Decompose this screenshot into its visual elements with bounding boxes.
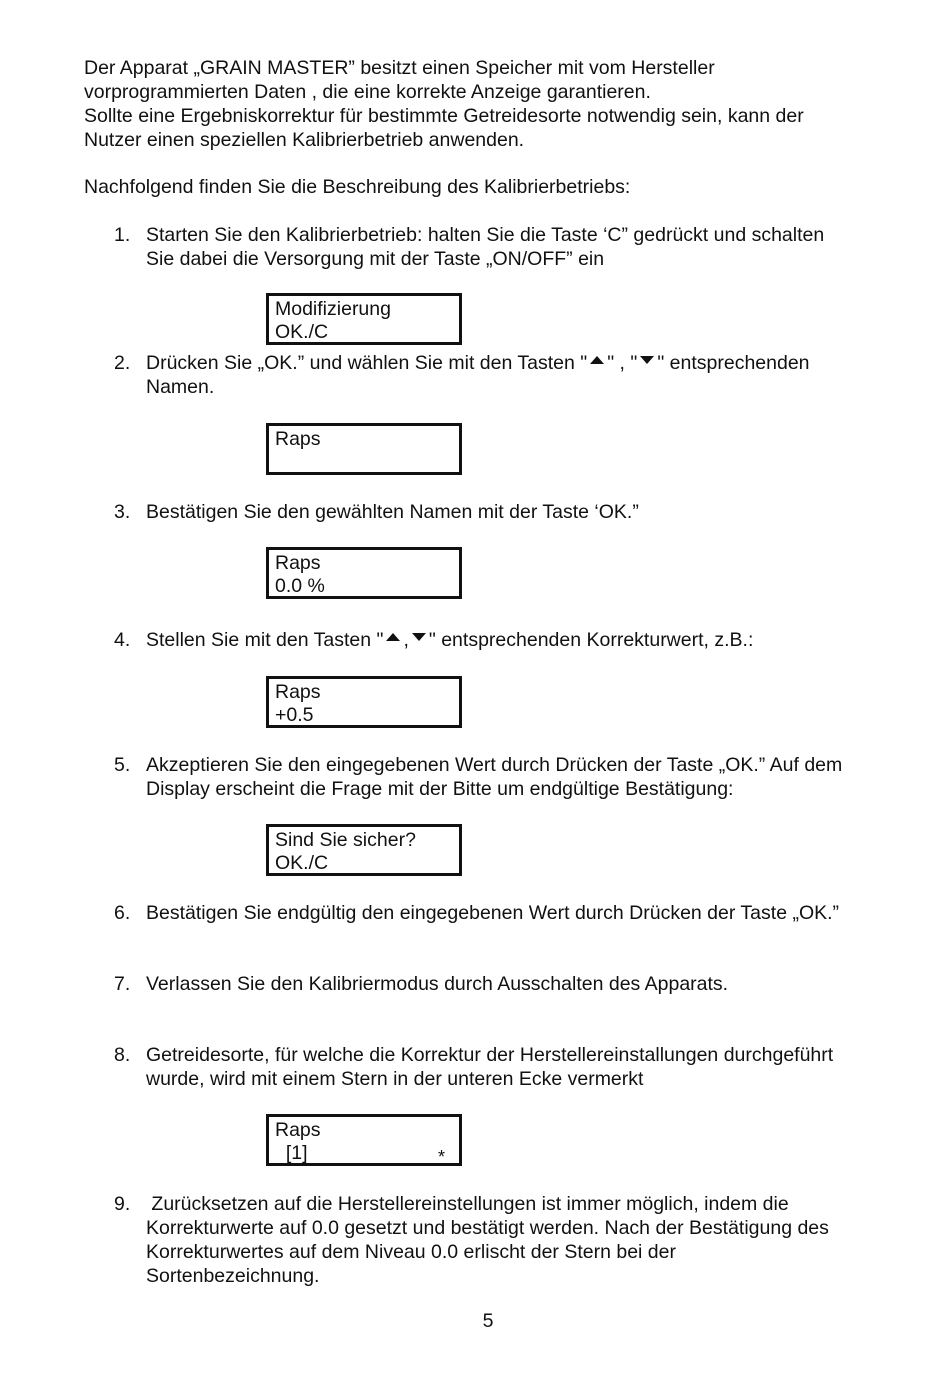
arrow-down-icon xyxy=(640,356,654,364)
lcd-line-2: OK./C xyxy=(275,852,329,874)
lcd-display-correction xyxy=(266,676,462,728)
step-text: Bestätigen Sie den gewählten Namen mit der Taste ‘OK.” xyxy=(146,501,639,523)
intro-line: vorprogrammierten Daten , die eine korrekte Anzeige garantieren. xyxy=(84,81,651,103)
step-text: Starten Sie den Kalibrierbetrieb: halten Sie die Taste ‘C” gedrückt und schalten Sie dabei die Versorgung mit der Taste „ON/OFF” ein xyxy=(146,224,825,270)
arrow-up-icon xyxy=(590,356,604,364)
step-number: 3. xyxy=(114,501,131,523)
lcd-line-1: Raps xyxy=(275,552,321,574)
step-text: Drücken Sie „OK.” und wählen Sie mit den Tasten " " , " " entsprechenden Namen. xyxy=(146,352,810,398)
lcd-line-2: 0.0 % xyxy=(275,575,325,597)
lcd-line-1: Raps xyxy=(275,681,321,703)
arrow-down-icon xyxy=(412,633,426,641)
lcd-display-marked xyxy=(266,1114,462,1166)
lcd-line-2: +0.5 xyxy=(275,704,314,726)
step-8 xyxy=(0,1043,950,1091)
step-number: 6. xyxy=(114,902,131,924)
step-6 xyxy=(0,901,950,925)
lcd-line-1: Modifizierung xyxy=(275,298,391,320)
step-7 xyxy=(0,972,950,996)
lcd-line-2: [1] xyxy=(275,1142,308,1164)
step-text: Getreidesorte, für welche die Korrektur der Herstellereinstallungen durchgeführt wurde, wird mit einem Stern in der unteren Ecke vermerkt xyxy=(146,1044,834,1090)
intro-line: Sollte eine Ergebniskorrektur für bestimmte Getreidesorte notwendig sein, kann der xyxy=(84,105,804,127)
step-2 xyxy=(0,351,950,399)
step-5 xyxy=(0,753,950,801)
intro-line: Der Apparat „GRAIN MASTER” besitzt einen Speicher mit vom Hersteller xyxy=(84,57,715,79)
arrow-up-icon xyxy=(386,633,400,641)
step-1 xyxy=(0,223,950,271)
step-text: Stellen Sie mit den Tasten " , " entsprechenden Korrekturwert, z.B.: xyxy=(146,629,754,651)
lcd-line-1: Sind Sie sicher? xyxy=(275,829,416,851)
star-marker: * xyxy=(437,1147,445,1167)
step-text: Akzeptieren Sie den eingegebenen Wert durch Drücken der Taste „OK.” Auf dem Display erscheint die Frage mit der Bitte um endgültige Bestätigung: xyxy=(146,754,843,800)
lcd-display-modification xyxy=(266,293,462,345)
intro-line: Nutzer einen speziellen Kalibrierbetrieb anwenden. xyxy=(84,129,525,151)
step-text: Zurücksetzen auf die Herstellereinstellungen ist immer möglich, indem die Korrekturwerte auf 0.0 gesetzt und bestätigt werden. Nach der Bestätigung des Korrekturwertes auf dem Niveau 0.0 erlischt der Stern bei der Sortenbezeichnung. xyxy=(146,1193,829,1287)
step-number: 9. xyxy=(114,1193,131,1215)
step-number: 7. xyxy=(114,973,131,995)
step-3 xyxy=(0,500,950,524)
step-number: 2. xyxy=(114,352,131,374)
lcd-line-2: OK./C xyxy=(275,321,329,343)
page-number: 5 xyxy=(482,1310,494,1332)
lcd-line-1: Raps xyxy=(275,1119,321,1141)
step-number: 4. xyxy=(114,629,131,651)
intro-heading: Nachfolgend finden Sie die Beschreibung des Kalibrierbetriebs: xyxy=(84,176,631,198)
step-text: Verlassen Sie den Kalibriermodus durch Ausschalten des Apparats. xyxy=(146,973,729,995)
lcd-display-confirm xyxy=(266,824,462,876)
step-number: 8. xyxy=(114,1044,131,1066)
lcd-line-1: Raps xyxy=(275,428,321,450)
step-text: Bestätigen Sie endgültig den eingegebenen Wert durch Drücken der Taste „OK.” xyxy=(146,902,840,924)
step-4 xyxy=(0,628,950,652)
lcd-display-value xyxy=(266,547,462,599)
step-9 xyxy=(0,1192,950,1288)
intro-paragraph xyxy=(84,56,904,152)
lcd-display-name xyxy=(266,423,462,475)
step-number: 5. xyxy=(114,754,131,776)
step-number: 1. xyxy=(114,224,131,246)
